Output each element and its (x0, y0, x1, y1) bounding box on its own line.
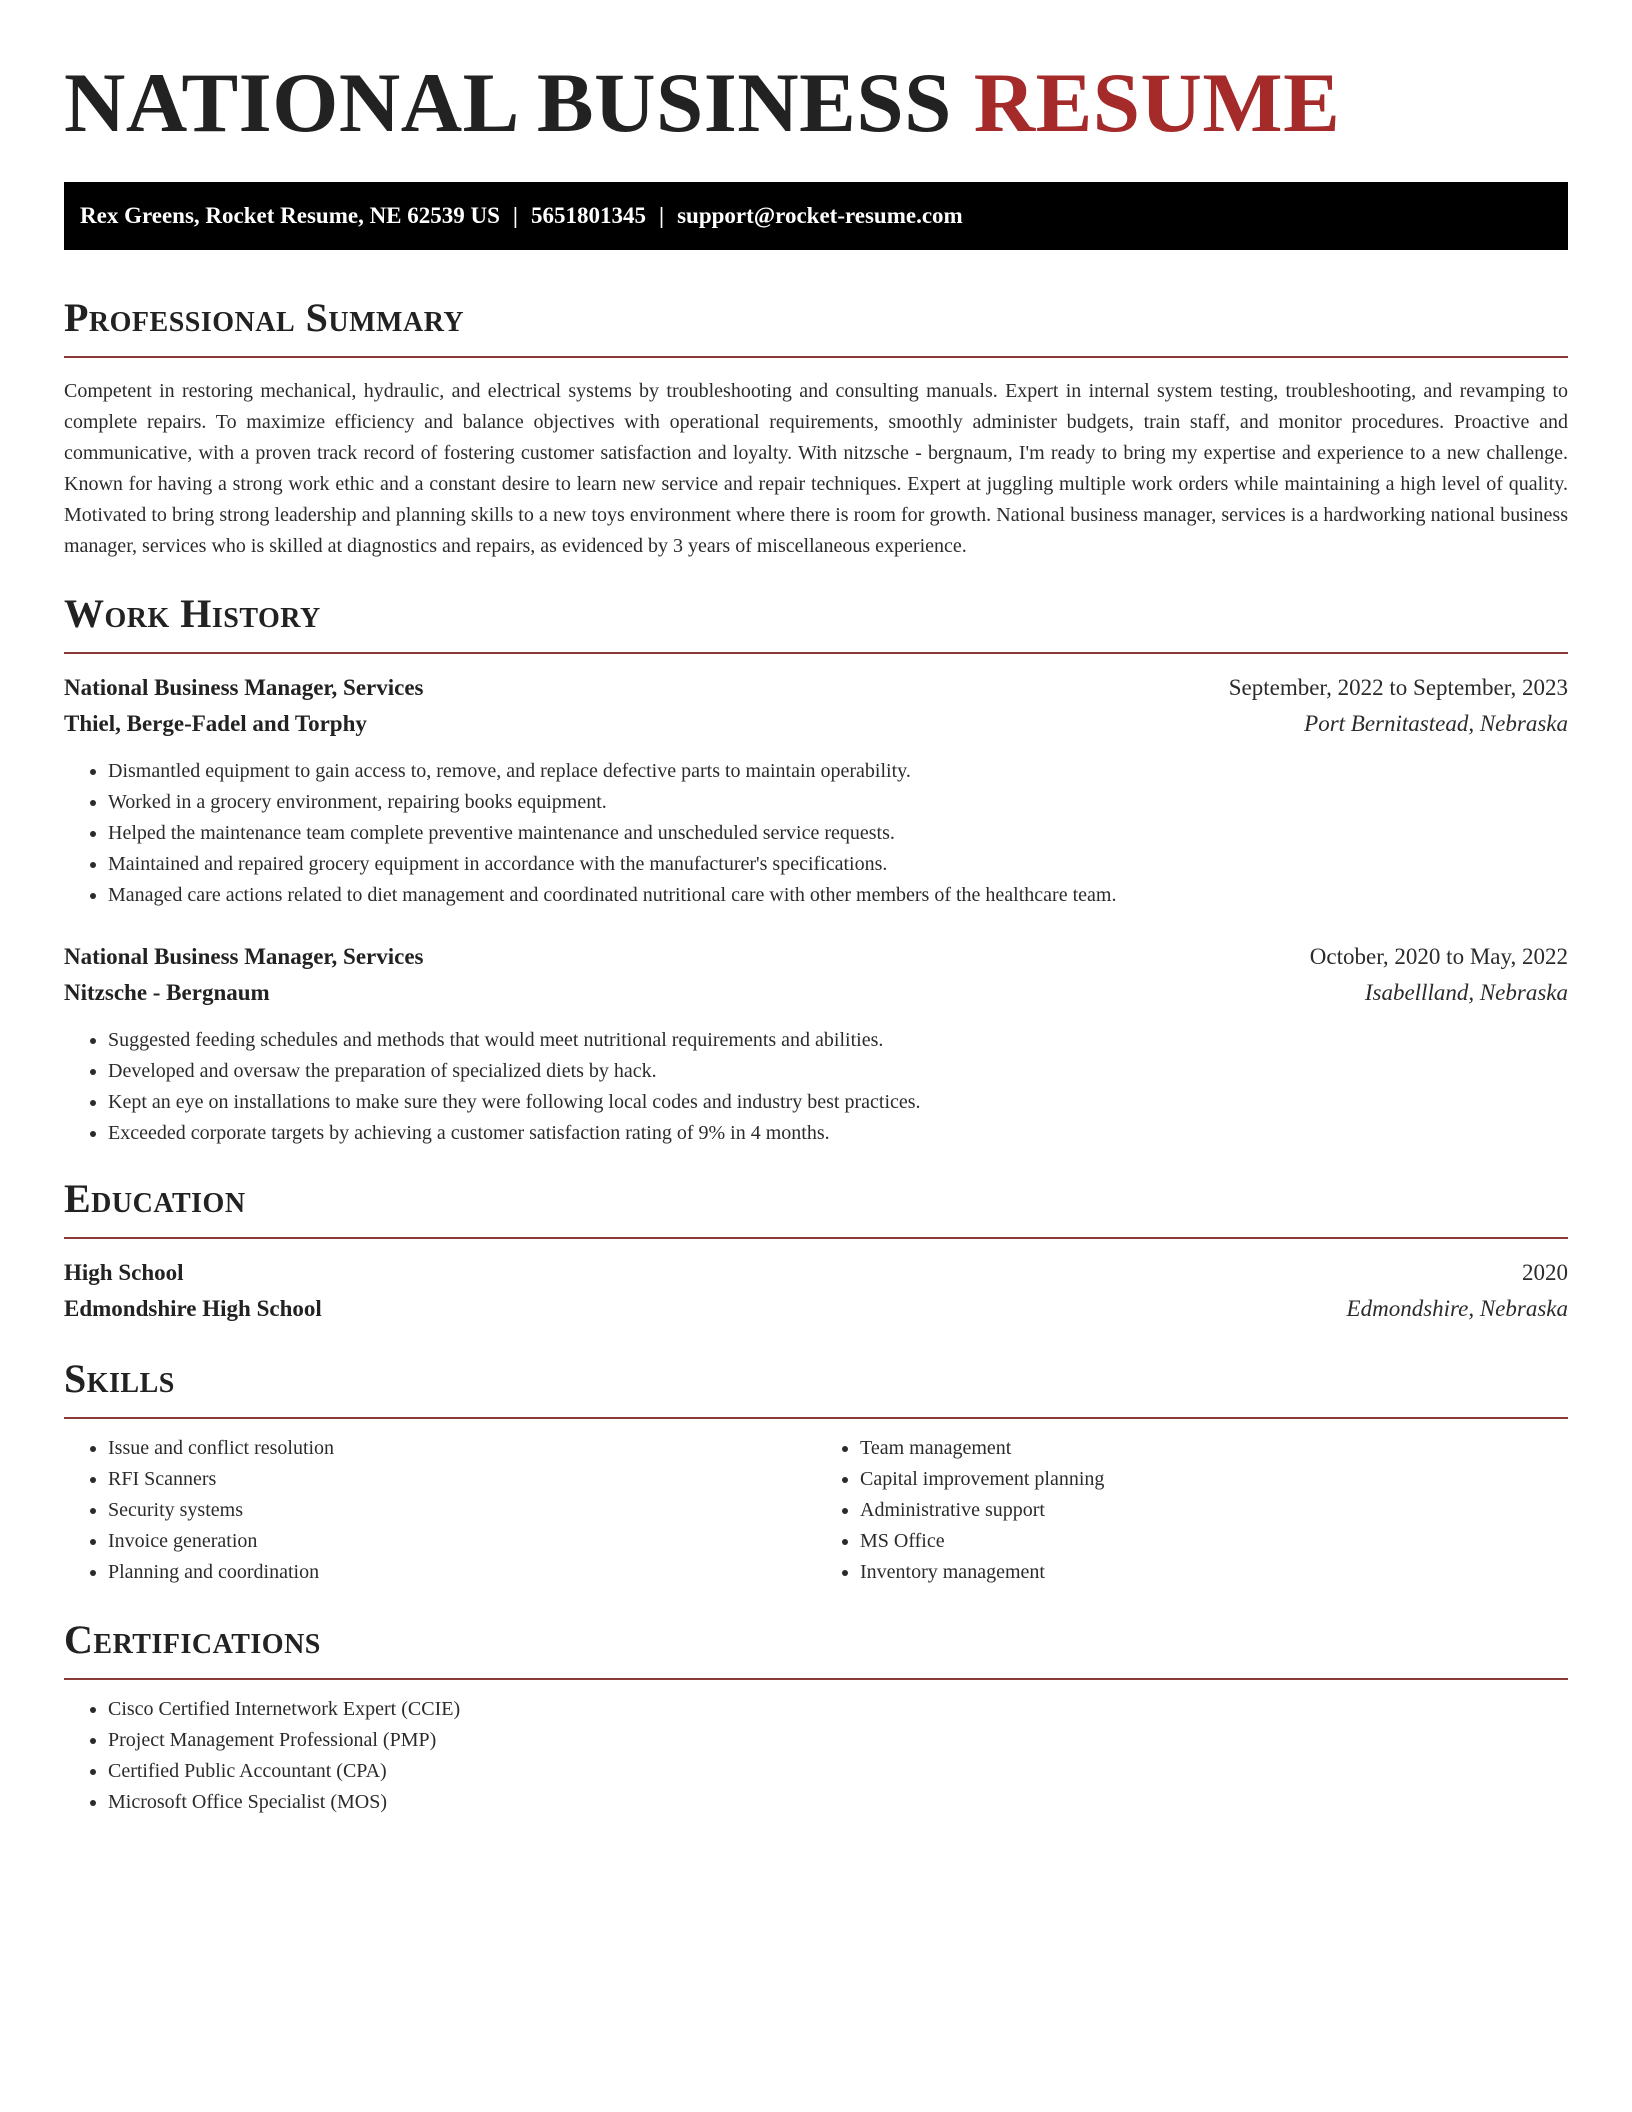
certifications-list (64, 1694, 1568, 1818)
certifications-section (64, 1616, 1568, 1818)
title-main: NATIONAL BUSINESS (64, 56, 952, 150)
education-section (64, 1175, 1568, 1327)
work-heading: Work History (64, 591, 321, 636)
resume-title (64, 58, 1568, 148)
skills-grid (64, 1433, 1568, 1588)
work-section (64, 590, 1568, 1149)
job-entry (64, 670, 1568, 911)
contact-phone: 5651801345 (531, 203, 646, 228)
skill-item: • Inventory management (860, 1557, 1568, 1588)
resume-page (64, 0, 1568, 1818)
skills-heading: Skills (64, 1356, 175, 1401)
job-bullet: • Worked in a grocery environment, repairing books equipment. (108, 787, 1568, 818)
skills-column-right (816, 1433, 1568, 1588)
section-divider (64, 1417, 1568, 1419)
education-entry (64, 1255, 1568, 1327)
job-bullets (64, 756, 1568, 911)
contact-separator: | (659, 203, 665, 228)
education-location: Edmondshire, Nebraska (1346, 1296, 1568, 1321)
section-divider (64, 652, 1568, 654)
skill-item: • Security systems (108, 1495, 816, 1526)
skill-item: • Planning and coordination (108, 1557, 816, 1588)
job-bullet: • Managed care actions related to diet management and coordinated nutritional care with other members of the healthcare team. (108, 880, 1568, 911)
education-year: 2020 (1522, 1260, 1568, 1285)
skill-item: • Team management (860, 1433, 1568, 1464)
job-title: National Business Manager, Services (64, 675, 424, 700)
skills-column-left (64, 1433, 816, 1588)
education-school: Edmondshire High School (64, 1296, 322, 1321)
certification-item: • Cisco Certified Internetwork Expert (CCIE) (108, 1694, 1568, 1725)
job-dates: September, 2022 to September, 2023 (1228, 675, 1568, 700)
certification-item: • Microsoft Office Specialist (MOS) (108, 1787, 1568, 1818)
education-heading: Education (64, 1176, 246, 1221)
summary-heading: Professional Summary (64, 295, 465, 340)
skill-item: • Administrative support (860, 1495, 1568, 1526)
title-accent: RESUME (973, 56, 1341, 150)
job-dates: October, 2020 to May, 2022 (1309, 944, 1568, 969)
contact-address: Rex Greens, Rocket Resume, NE 62539 US (80, 203, 500, 228)
job-bullet: • Developed and oversaw the preparation of specialized diets by hack. (108, 1056, 1568, 1087)
job-bullet: • Maintained and repaired grocery equipment in accordance with the manufacturer's specifications. (108, 849, 1568, 880)
section-divider (64, 1237, 1568, 1239)
job-bullet: • Helped the maintenance team complete preventive maintenance and unscheduled service requests. (108, 818, 1568, 849)
summary-text: Competent in restoring mechanical, hydraulic, and electrical systems by troubleshooting and consulting manuals. Expert in internal system testing, troubleshooting, and revamping to complete repairs. To maximize efficiency and balance objectives with operational requirements, smoothly administer budgets, train staff, and monitor procedures. Proactive and communicative, with a proven track record of fostering customer satisfaction and loyalty. With nitzsche - bergnaum, I'm ready to bring my expertise and experience to a new challenge. Known for having a strong work ethic and a constant desire to learn new service and repair techniques. Expert at juggling multiple work orders while maintaining a high level of quality. Motivated to bring strong leadership and planning skills to a new toys environment where there is room for growth. National business manager, services is a hardworking national business manager, services who is skilled at diagnostics and repairs, as evidenced by 3 years of miscellaneous experience. (64, 380, 1568, 557)
certification-item: • Project Management Professional (PMP) (108, 1725, 1568, 1756)
skill-item: • Capital improvement planning (860, 1464, 1568, 1495)
job-entry (64, 939, 1568, 1149)
summary-section (64, 294, 1568, 562)
skill-item: • MS Office (860, 1526, 1568, 1557)
job-company: Nitzsche - Bergnaum (64, 980, 270, 1005)
job-bullet: • Exceeded corporate targets by achieving a customer satisfaction rating of 9% in 4 months. (108, 1118, 1568, 1149)
job-location: Isabellland, Nebraska (1364, 980, 1568, 1005)
contact-email: support@rocket-resume.com (677, 203, 963, 228)
contact-separator: | (512, 203, 518, 228)
certifications-heading: Certifications (64, 1617, 321, 1662)
job-location: Port Bernitastead, Nebraska (1304, 711, 1568, 736)
contact-bar (64, 182, 1568, 250)
job-company: Thiel, Berge-Fadel and Torphy (64, 711, 367, 736)
section-divider (64, 356, 1568, 358)
certification-item: • Certified Public Accountant (CPA) (108, 1756, 1568, 1787)
skills-section (64, 1355, 1568, 1588)
education-degree: High School (64, 1260, 184, 1285)
job-bullets (64, 1025, 1568, 1149)
job-bullet: • Kept an eye on installations to make sure they were following local codes and industry best practices. (108, 1087, 1568, 1118)
job-title: National Business Manager, Services (64, 944, 424, 969)
job-bullet: • Dismantled equipment to gain access to, remove, and replace defective parts to maintain operability. (108, 756, 1568, 787)
skill-item: • Invoice generation (108, 1526, 816, 1557)
section-divider (64, 1678, 1568, 1680)
skill-item: • RFI Scanners (108, 1464, 816, 1495)
job-bullet: • Suggested feeding schedules and methods that would meet nutritional requirements and abilities. (108, 1025, 1568, 1056)
skill-item: • Issue and conflict resolution (108, 1433, 816, 1464)
